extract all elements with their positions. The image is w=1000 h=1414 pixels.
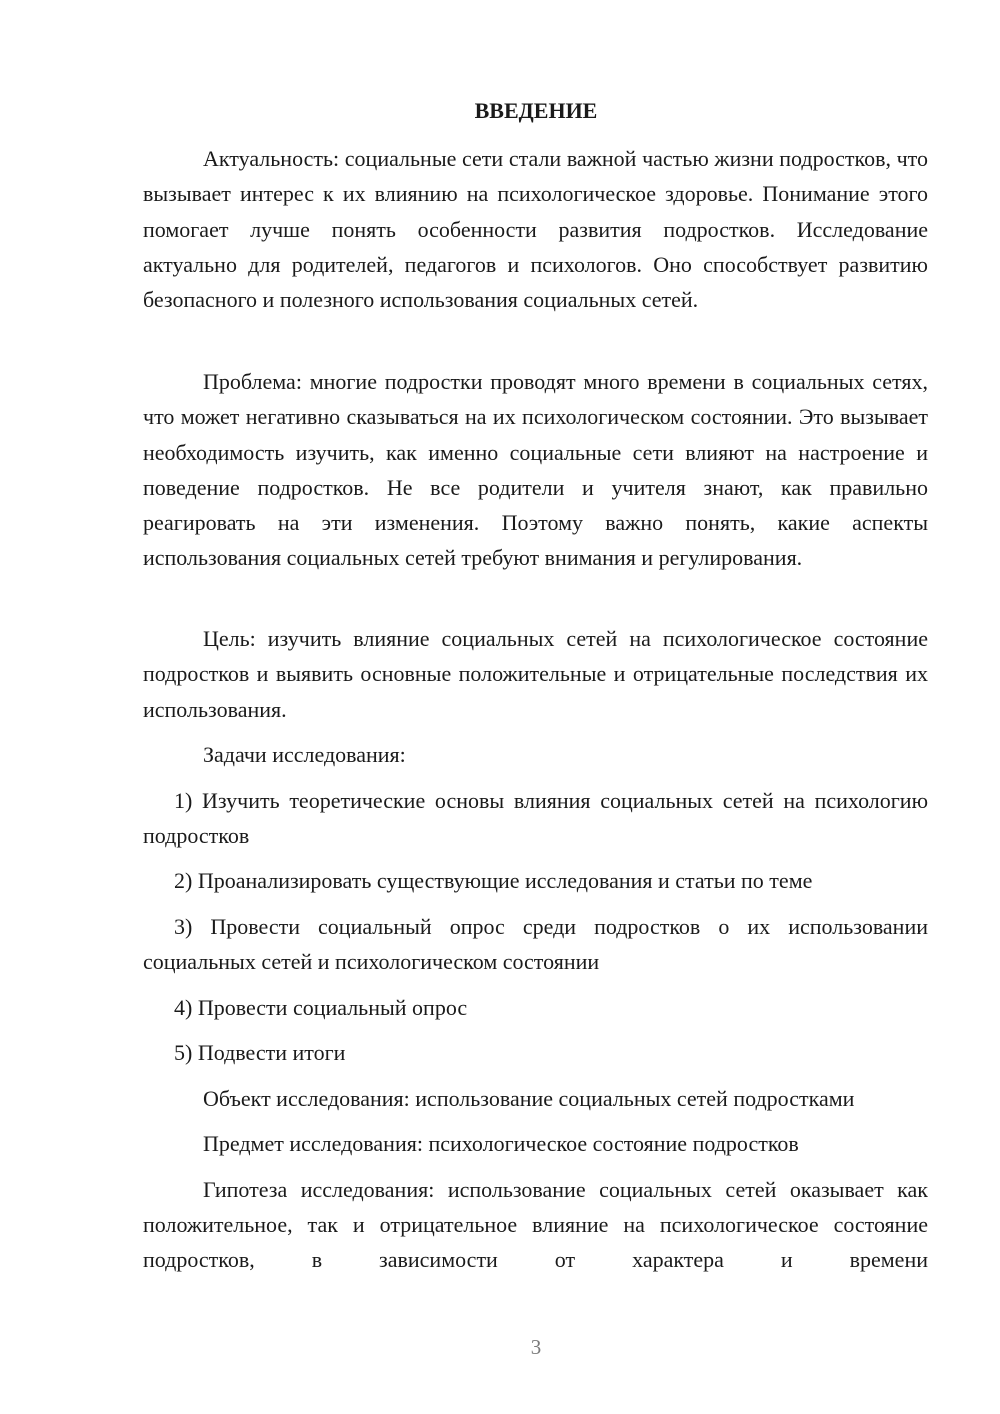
section-title: ВВЕДЕНИЕ [474,98,598,123]
paragraph-hypothesis: Гипотеза исследования: использование социальных сетей оказывает как положительное, так и отрицательное влияние на психологическое состояние подростков, в зависимости от характера и времени [143,1176,928,1273]
text-block-1 [143,141,928,317]
paragraph-goal: Цель: изучить влияние социальных сетей на психологическое состояние подростков и выявить основные положительные и отрицательные последствия их использования. [143,626,928,722]
list-item-task-5: 5) Подвести итоги [174,1040,346,1066]
text-block-2 [143,364,928,576]
list-item-task-3: 3) Провести социальный опрос среди подростков о их использовании социальных сетей и психологическом состоянии [143,913,928,975]
list-item-task-2: 2) Проанализировать существующие исследования и статьи по теме [174,868,813,894]
text-block-3 [143,621,928,1277]
list-item-task-1: 1) Изучить теоретические основы влияния социальных сетей на психологию подростков [143,787,928,848]
paragraph-tasks-heading: Задачи исследования: [203,742,406,768]
page-number: 3 [530,1335,542,1359]
paragraph-problem: Проблема: многие подростки проводят много времени в социальных сетях, что может негативно сказываться на их психологическом состоянии. Это вызывает необходимость изучить, как именно социальные сети влияют на настроение и поведение подростков. Не все родители и учителя знают, как правильно реагировать на эти изменения. Поэтому важно понять, какие аспекты использования социальных сетей требуют внимания и регулирования. [143,369,928,571]
paragraph-object: Объект исследования: использование социальных сетей подростками [203,1085,855,1111]
paragraph-subject: Предмет исследования: психологическое состояние подростков [203,1131,799,1157]
list-item-task-4: 4) Провести социальный опрос [174,994,468,1020]
paragraph-relevance: Актуальность: социальные сети стали важной частью жизни подростков, что вызывает интерес к их влиянию на психологическое здоровье. Понимание этого помогает лучше понять особенности развития подростков. Исследование актуально для родителей, педагогов и психологов. Оно способствует развитию безопасного и полезного использования социальных сетей. [143,146,928,313]
